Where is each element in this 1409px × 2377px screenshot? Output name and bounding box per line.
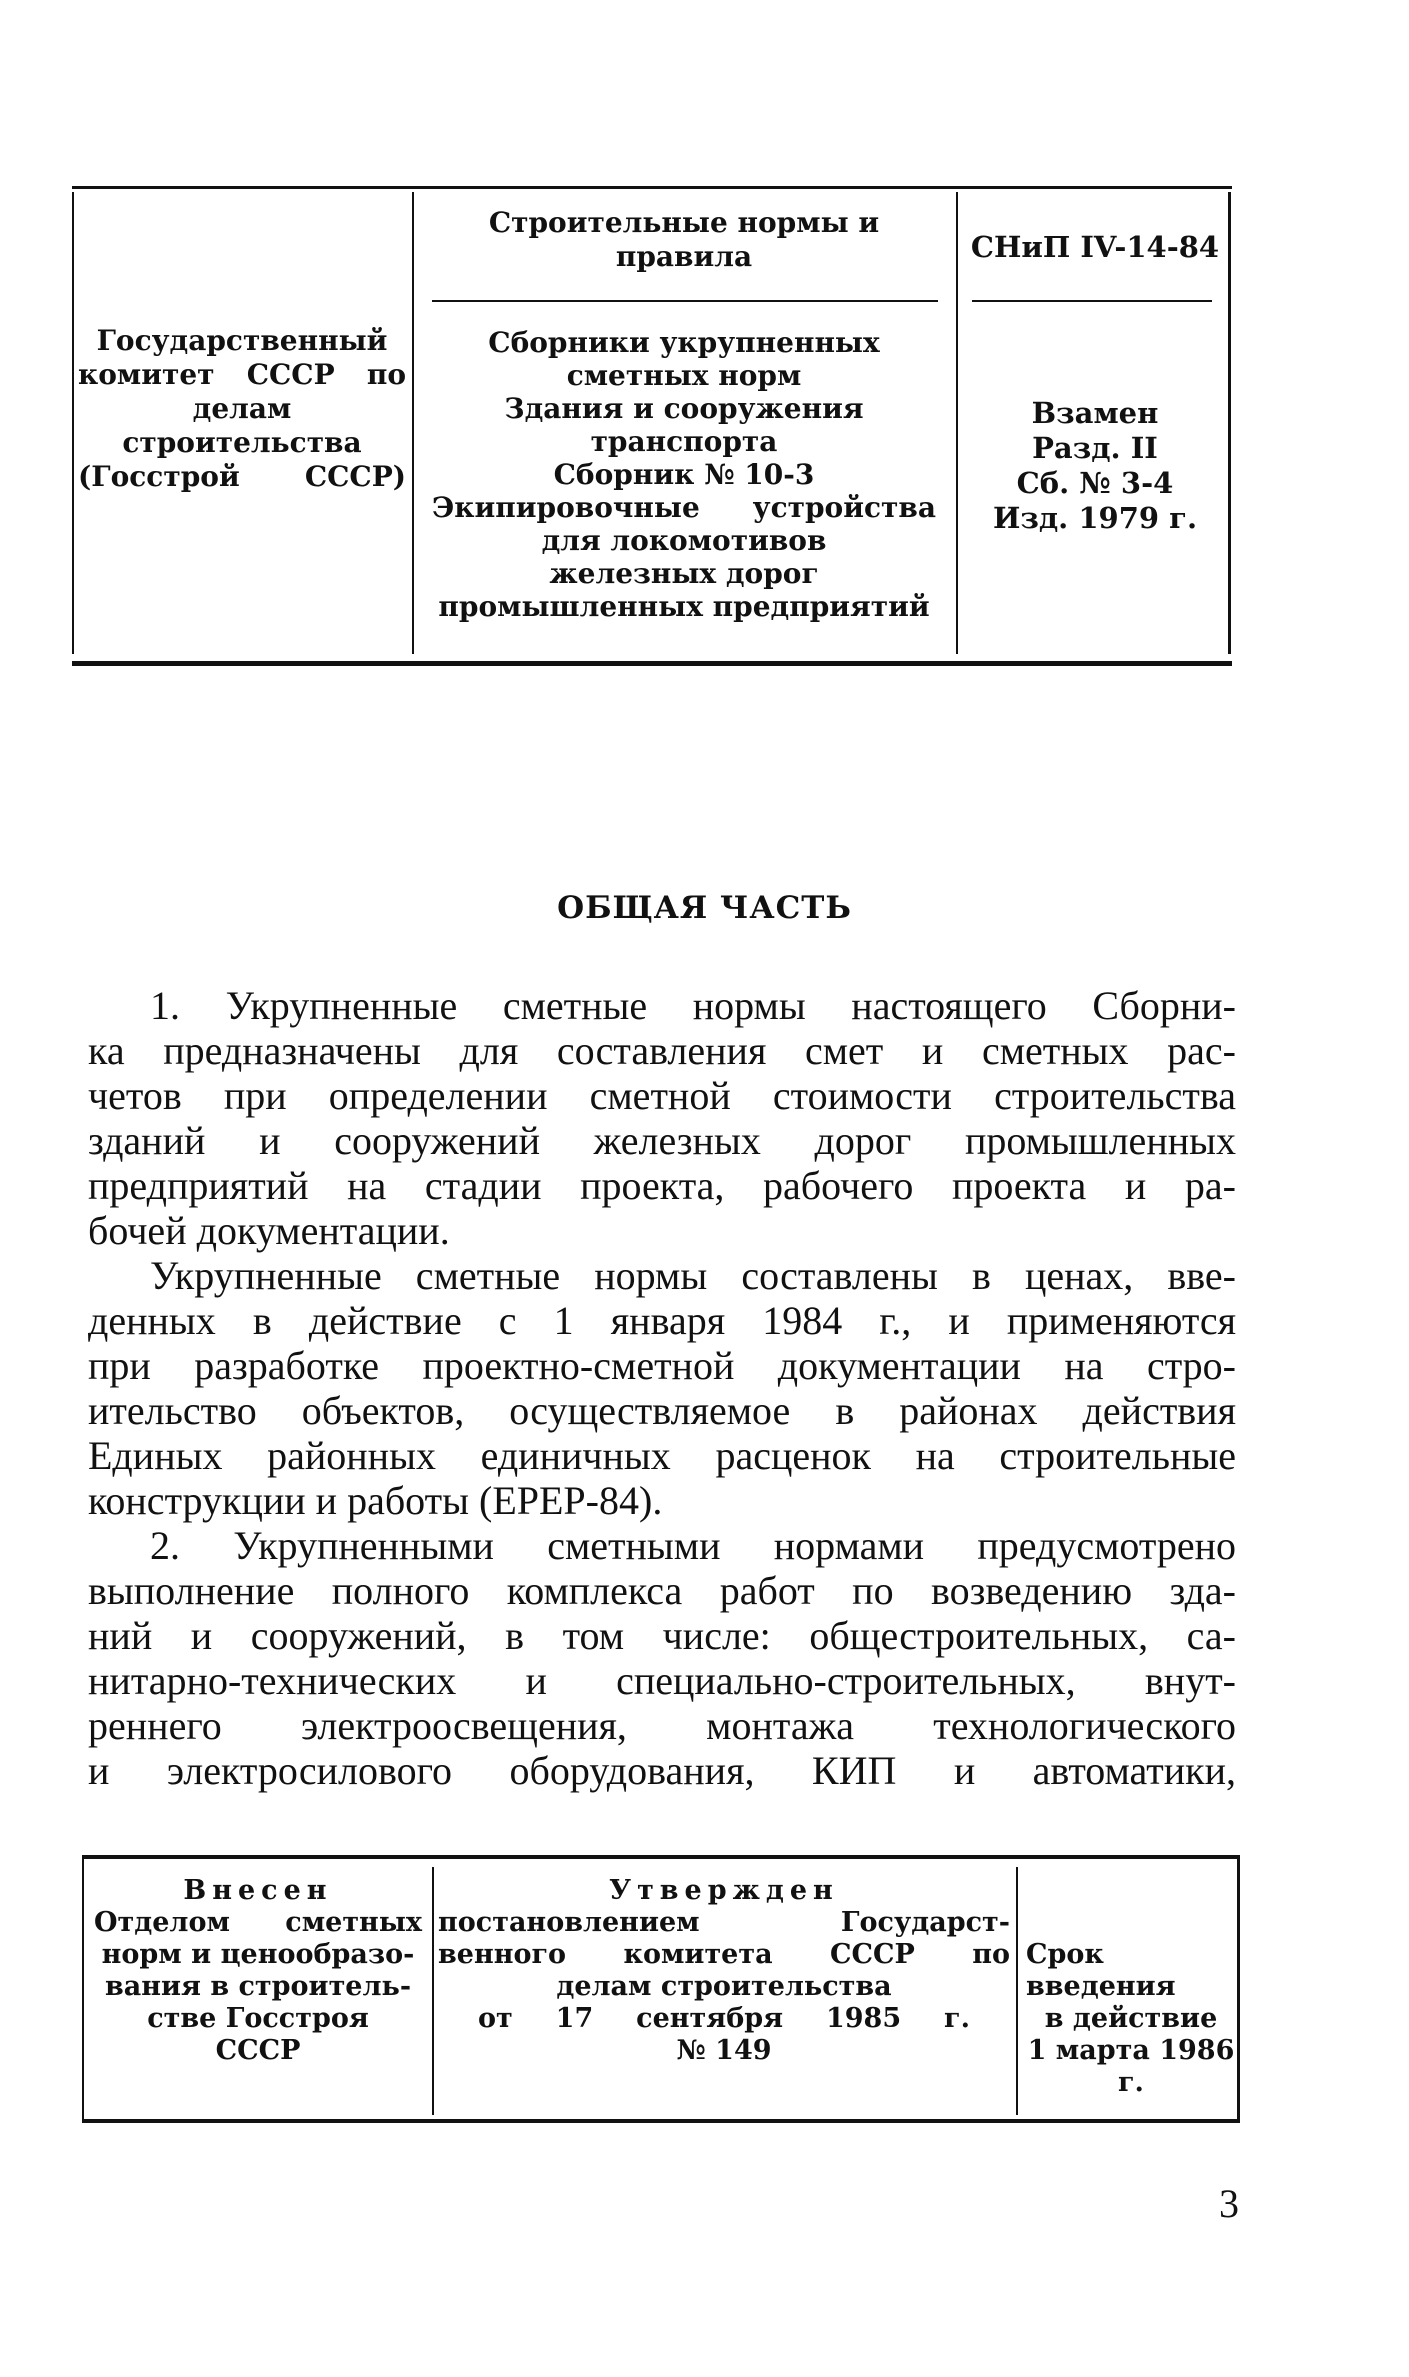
text-line: зданий и сооружений железных дорог промышленных xyxy=(88,1118,1236,1163)
table-bottom-rule xyxy=(72,661,1232,666)
desc-line: железных дорог xyxy=(549,557,819,590)
text-line: бочей документации. xyxy=(88,1208,450,1253)
issuing-organization xyxy=(72,324,412,494)
footer-table xyxy=(82,1855,1240,2123)
replaces-line: Разд. II xyxy=(1032,431,1158,465)
document-type xyxy=(414,206,954,274)
doc-type-line: правила xyxy=(615,240,753,273)
desc-line: Здания и сооружения xyxy=(504,392,864,425)
paragraph xyxy=(88,1253,1236,1523)
desc-line: Экипировочные устройства xyxy=(432,491,936,524)
table-inner-rule-1 xyxy=(432,300,938,302)
desc-line: Сборник № 10-3 xyxy=(553,458,815,491)
submitted-line: вания в строитель- xyxy=(104,1971,412,2002)
text-line: четов при определении сметной стоимости строительства xyxy=(88,1073,1236,1118)
org-line: комитет СССР по xyxy=(78,358,406,391)
text-line: Единых районных единичных расценок на строительные xyxy=(88,1433,1236,1478)
footer-top-rule xyxy=(82,1855,1240,1859)
paragraph xyxy=(88,983,1236,1253)
effective-line: в действие xyxy=(1044,2003,1218,2034)
submitted-line: Отделом сметных xyxy=(94,1907,422,1938)
text-line: выполнение полного комплекса работ по возведению зда- xyxy=(88,1568,1236,1613)
replaces-line: Сб. № 3-4 xyxy=(1016,466,1174,500)
text-line: и электросилового оборудования, КИП и автоматики, xyxy=(88,1748,1236,1793)
approved-line: № 149 xyxy=(676,2035,772,2066)
approved-line: венного комитета СССР по xyxy=(438,1939,1010,1970)
approved-block xyxy=(434,1875,1014,2067)
submitted-line: стве Госстроя xyxy=(147,2003,369,2034)
approved-heading: Утвержден xyxy=(609,1875,839,1906)
document-description xyxy=(414,326,954,623)
text-line: при разработке проектно-сметной документации на стро- xyxy=(88,1343,1236,1388)
approved-line: от 17 сентября 1985 г. xyxy=(478,2003,970,2034)
effective-line: Срок введения xyxy=(1026,1939,1176,2002)
text-line: ний и сооружений, в том числе: общестроительных, са- xyxy=(88,1613,1236,1658)
submitted-block xyxy=(88,1875,428,2067)
org-line: Государственный xyxy=(96,324,388,357)
text-line: ка предназначены для составления смет и сметных рас- xyxy=(88,1028,1236,1073)
org-line: (Госстрой СССР) xyxy=(78,460,406,493)
text-line: 1. Укрупненные сметные нормы настоящего Сборни- xyxy=(150,983,1236,1028)
text-line: денных в действие с 1 января 1984 г., и применяются xyxy=(88,1298,1236,1343)
desc-line: транспорта xyxy=(590,425,778,458)
effective-date-block xyxy=(1022,1939,1240,2099)
text-line: реннего электроосвещения, монтажа технологического xyxy=(88,1703,1236,1748)
replaces-line: Изд. 1979 г. xyxy=(992,501,1198,535)
doc-type-line: Строительные нормы и xyxy=(488,206,880,239)
section-title: ОБЩАЯ ЧАСТЬ xyxy=(557,890,852,926)
approved-line: постановлением Государст- xyxy=(438,1907,1010,1938)
submitted-line: СССР xyxy=(215,2035,301,2066)
text-line: ительство объектов, осуществляемое в районах действия xyxy=(88,1388,1236,1433)
submitted-line: норм и ценообразо- xyxy=(101,1939,415,1970)
desc-line: сметных норм xyxy=(566,359,802,392)
approved-line: делам строительства xyxy=(556,1971,892,2002)
text-line: Укрупненные сметные нормы составлены в ценах, вве- xyxy=(150,1253,1236,1298)
footer-col-divider-2 xyxy=(1016,1867,1018,2115)
text-line: 2. Укрупненными сметными нормами предусмотрено xyxy=(150,1523,1236,1568)
desc-line: промышленных предприятий xyxy=(438,590,930,623)
footer-left-rule xyxy=(82,1859,84,2119)
org-line: строительства xyxy=(122,426,362,459)
text-line: предприятий на стадии проекта, рабочего проекта и ра- xyxy=(88,1163,1236,1208)
document-code: СНиП IV-14-84 xyxy=(970,230,1220,264)
org-line: делам xyxy=(192,392,292,425)
submitted-heading: Внесен xyxy=(183,1875,333,1906)
effective-line: 1 марта 1986 г. xyxy=(1027,2035,1235,2098)
footer-bottom-rule xyxy=(82,2119,1240,2123)
paragraph xyxy=(88,1523,1236,1793)
header-table xyxy=(72,186,1232,666)
desc-line: для локомотивов xyxy=(541,524,827,557)
page-number: 3 xyxy=(1219,2181,1239,2226)
text-line: конструкции и работы (ЕРЕР-84). xyxy=(88,1478,663,1523)
body-text xyxy=(88,983,1236,1793)
text-line: нитарно-технических и специально-строительных, внут- xyxy=(88,1658,1236,1703)
table-inner-rule-2 xyxy=(972,300,1212,302)
table-top-rule xyxy=(72,186,1232,189)
replaces-line: Взамен xyxy=(1031,396,1159,430)
desc-line: Сборники укрупненных xyxy=(488,326,880,359)
replaces-block xyxy=(958,396,1232,536)
